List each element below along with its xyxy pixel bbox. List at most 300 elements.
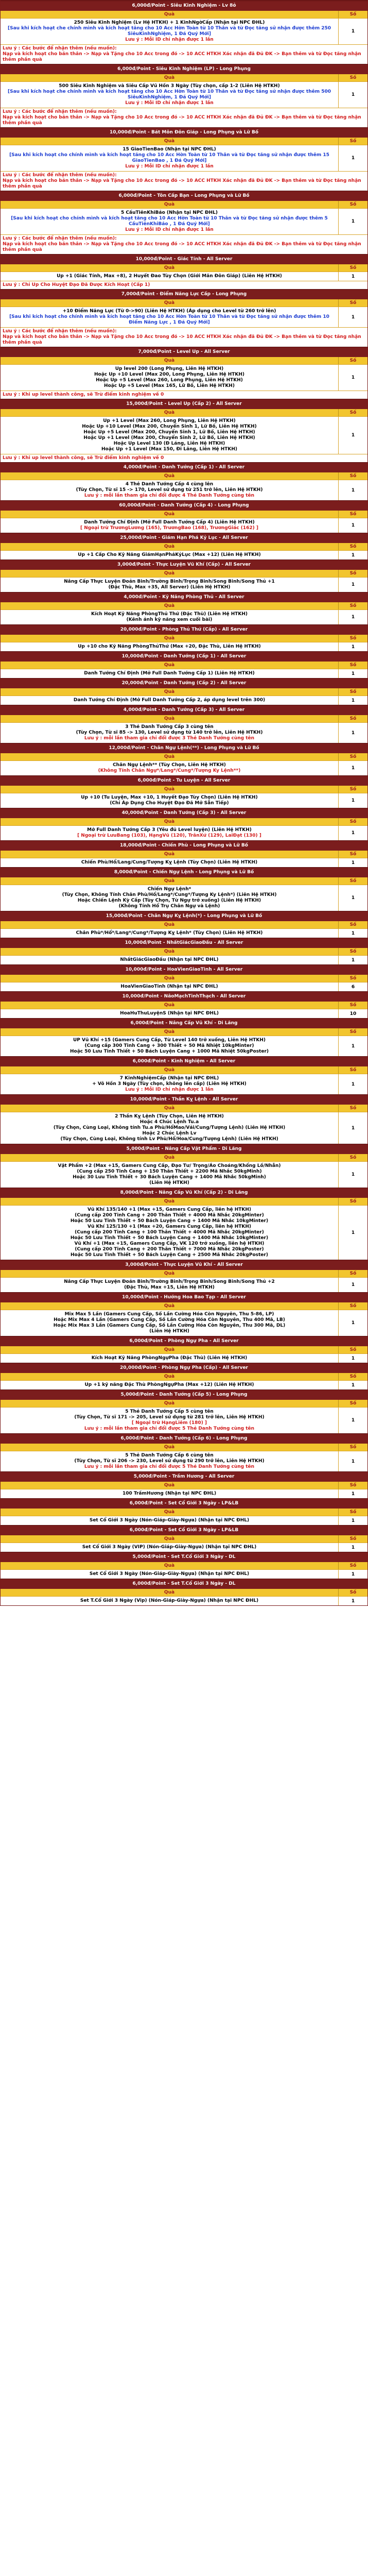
column-header [1, 818, 367, 825]
count-column-label: Số [349, 410, 357, 415]
reward-count: 1 [351, 895, 355, 901]
reward-section [1, 1552, 367, 1579]
section-title: 15,000đ/Point - Chân Ngự Kỵ Lệnh(*) - Long Phụng và Lữ Bố [1, 911, 367, 921]
reward-row [1, 1596, 367, 1605]
reward-section [1, 867, 367, 911]
reward-line: 5 Thẻ Danh Tướng Cấp 5 cùng tên [125, 1409, 214, 1414]
reward-line: Vũ Khí +1 (Max +15, Gamers Cung Cấp, VK 120 trở xuống, liên hệ HTKH) [74, 1241, 265, 1246]
reward-description [1, 1206, 339, 1260]
count-column-label: Số [349, 1303, 357, 1309]
reward-line: Kích Hoạt Kỹ Năng PhòngNgựPha (Đặc Thù) (Liên Hệ HTKH) [91, 1355, 248, 1361]
reward-description [1, 1074, 339, 1094]
reward-section [1, 592, 367, 624]
column-header [1, 1002, 367, 1009]
reward-line: Hoặc Up +5 Level (Max 200, Chuyển Sinh 1, Lữ Bố, Liên Hệ HTKH) [83, 430, 255, 435]
reward-section [1, 1363, 367, 1389]
count-column-label: Số [349, 1590, 357, 1595]
reward-line: 3 Thẻ Danh Tướng Cấp 3 cùng tên [125, 724, 214, 730]
reward-count: 1 [351, 1418, 355, 1423]
reward-line: Nâng Cấp Thực Luyện Đoản Binh/Trường Binh/Trọng Binh/Song Binh/Song Thủ +1 [64, 579, 275, 584]
column-header [1, 877, 367, 885]
count-column-label: Số [349, 1347, 357, 1352]
reward-line: [Sau khi kích hoạt che chính mình và kích hoạt tăng cho 10 Acc Hờn Toàn từ 10 Thân và từ Đọc tăng sử nhận được thêm 500 SiêuKinhNghiệm, 1 Đá Quý Mới] [7, 89, 331, 100]
reward-line: Chiến Ngự Lệnh* [147, 887, 191, 892]
reward-row [1, 928, 367, 938]
reward-section [1, 808, 367, 840]
reward-row [1, 609, 367, 624]
reward-section [1, 289, 367, 347]
quest-column-label: Quà [1, 1562, 339, 1569]
reward-row [1, 982, 367, 991]
reward-count: 1 [351, 1172, 355, 1177]
reward-description [1, 1516, 339, 1525]
section-title: 60,000đ/Point - Danh Tướng (Cấp 4) - Long Phụng [1, 500, 367, 511]
reward-row [1, 145, 367, 171]
reward-description [1, 1381, 339, 1389]
reward-line: (Tùy Chọn, Không Tính Chân Phù/Hổ/Lang*/Cung*/Tượng Ky Lệnh*) (Liên Hệ HTKH) [62, 892, 277, 897]
reward-count: 6 [351, 984, 355, 990]
reward-line: Vũ Khí 125/130 +1 (Max +20, Gamers Cung Cấp, liên hệ HTKH) [87, 1224, 252, 1229]
reward-description [1, 858, 339, 867]
reward-line: Chân Phù*/Hổ*/Lang*/Cung*/Tượng Kỵ Lệnh* (Tùy Chọn) (Liên Hệ HTKH) [76, 930, 263, 936]
reward-count: 1 [351, 1571, 355, 1577]
reward-section [1, 1056, 367, 1094]
reward-line: 100 TrầmHương (Nhận tại NPC ĐHL) [122, 1491, 217, 1496]
reward-count: 1 [351, 1518, 355, 1523]
section-title: 40,000đ/Point - Danh Tướng (Cấp 3) - All Server [1, 808, 367, 818]
reward-section [1, 1336, 367, 1363]
count-column-label: Số [349, 1003, 357, 1008]
reward-line: +10 Điểm Năng Lực (Từ 0->90) (Liên Hệ HTKH) (Áp dụng cho Level từ 260 trở lên) [62, 309, 276, 314]
section-title: 6,000đ/Point - Set T.Cổ Giới 3 Ngày - DL [1, 1579, 367, 1589]
reward-count: 1 [351, 798, 355, 803]
reward-line: Set Cổ Giới 3 Ngày (Nón-Giáp-Giày-Ngựa) (Nhận tại NPC ĐHL) [89, 1518, 250, 1523]
reward-row [1, 825, 367, 840]
section-note: Lưu ý : Các bước để nhận thêm (nếu muốn): Nạp và kích hoạt cho bản thân -> Nạp và Tặng cho 10 Acc trong đó -> 10 ACC HTKH Xác nhận đã Đủ ĐK -> Bạn thêm và từ Đọc tăng nhận thêm phần quà [1, 108, 367, 127]
column-header [1, 921, 367, 928]
quest-column-label: Quà [1, 11, 339, 18]
quest-column-label: Quà [1, 201, 339, 208]
reward-row [1, 1310, 367, 1336]
count-column-label: Số [349, 1271, 357, 1276]
count-column-label: Số [349, 12, 357, 17]
reward-line: (Tùy Chọn, Từ sĩ 85 -> 130, Level sử dụng từ 140 trở lên, Liên Hệ HTKH) [76, 730, 263, 735]
reward-line: (Tùy Chọn, Từ sĩ 15 -> 170, Level sử dụng từ 251 trở lên, Liên Hệ HTKH) [76, 487, 263, 493]
reward-description [1, 145, 339, 171]
column-header [1, 851, 367, 858]
reward-section [1, 1, 367, 64]
reward-section [1, 775, 367, 808]
reward-row [1, 1451, 367, 1471]
reward-count: 1 [351, 930, 355, 936]
section-note: Lưu ý : Các bước để nhận thêm (nếu muốn): Nạp và kích hoạt cho bản thân -> Nạp và Tặng cho 10 Acc trong đó -> 10 ACC HTKH Xác nhận đã Đủ ĐK -> Bạn thêm và từ Đọc tăng nhận thêm phần quà [1, 171, 367, 191]
reward-line: (Cung cấp 200 Tinh Cang + 200 Thân Thiết + 7000 Mã Nhắc 20kgPoster) [75, 1247, 264, 1252]
reward-line: Hoặc Mix Max 3 Lần (Gamers Cung Cấp, Số Lần Cường Hóa Còn Nguyên, Thu 300 Mã, DL) [53, 1323, 286, 1328]
column-header [1, 786, 367, 793]
column-header [1, 1346, 367, 1353]
reward-line: 5 Thẻ Danh Tướng Cấp 6 cùng tên [125, 1453, 214, 1458]
reward-line: (Tùy Chọn, Từ sĩ 206 -> 230, Level sử dụng từ 290 trở lên, Liên Hệ HTKH) [74, 1459, 265, 1464]
quest-column-label: Quà [1, 1066, 339, 1074]
section-title: 5,000đ/Point - Set T.Cổ Giới 3 Ngày - DL [1, 1552, 367, 1562]
quest-column-label: Quà [1, 1105, 339, 1112]
quest-column-label: Quà [1, 409, 339, 416]
count-column-label: Số [349, 544, 357, 549]
reward-count: 1 [351, 29, 355, 34]
reward-description [1, 723, 339, 743]
reward-line: Up level 200 (Long Phụng, Liên Hệ HTKH) [115, 366, 224, 371]
reward-line: Mix Max 5 Lần (Gamers Cung Cấp, Số Lần Cường Hóa Còn Nguyên, Thu 5-86, LP) [64, 1312, 274, 1317]
reward-row [1, 272, 367, 281]
reward-row [1, 1407, 367, 1433]
reward-row [1, 1009, 367, 1018]
reward-row [1, 722, 367, 743]
count-column-label: Số [349, 1563, 357, 1568]
reward-count: 1 [351, 730, 355, 736]
section-title: 10,000đ/Point - NâoMạchTinhThạch - All Server [1, 991, 367, 1002]
reward-description [1, 826, 339, 840]
column-header [1, 543, 367, 550]
reward-line: Lưu ý : Mỗi ID chỉ nhận được 1 lần [125, 1087, 214, 1092]
section-title: 6,000đ/Point - Siêu Kinh Nghiệm (LP) - Long Phụng [1, 64, 367, 74]
reward-count: 1 [351, 1282, 355, 1287]
reward-description [1, 1162, 339, 1188]
reward-count: 10 [349, 1011, 357, 1016]
count-column-label: Số [349, 473, 357, 479]
section-title: 15,000đ/Point - Level Up (Cấp 2) - All Server [1, 399, 367, 409]
reward-line: Lưu ý : Mỗi ID chỉ nhận được 1 lần [125, 37, 214, 42]
quest-column-label: Quà [1, 1028, 339, 1036]
column-header [1, 1562, 367, 1569]
column-header [1, 602, 367, 609]
section-title: 4,000đ/Point - Danh Tướng (Cấp 3) - All Server [1, 705, 367, 715]
reward-count: 1 [351, 375, 355, 380]
reward-description [1, 1489, 339, 1498]
reward-line: (Tùy Chọn, Cùng Loại, Không tính Tu.a Phù/HổMao/Vải/Cung/Tượng Lệnh) (Liên Hệ HTKH) [53, 1125, 286, 1130]
reward-line: Mở Full Danh Tướng Cấp 3 (Yêu đủ Level luyện) (Liên Hệ HTKH) [87, 827, 252, 833]
section-title: 6,000đ/Point - Tôn Cấp Bạn - Long Phụng và Lữ Bố [1, 191, 367, 201]
count-column-label: Số [349, 716, 357, 721]
section-title: 5,000đ/Point - Trầm Hương - All Server [1, 1471, 367, 1482]
reward-line: (Không Tính Chân Ngự*/Lang*/Cung*/Tượng Ky Lệnh**) [98, 768, 241, 773]
section-title: 6,000đ/Point - Danh Tướng (Cấp 6) - Long Phụng [1, 1433, 367, 1444]
quest-column-label: Quà [1, 715, 339, 722]
column-header [1, 138, 367, 145]
reward-row [1, 1277, 367, 1292]
reward-description [1, 669, 339, 678]
section-title: 20,000đ/Point - Phòng Thủ Thứ (Cấp) - All Server [1, 624, 367, 635]
reward-section [1, 191, 367, 254]
reward-line: Hoặc Up +10 Level (Max 200, Long Phụng, Liên Hệ HTKH) [94, 372, 245, 377]
reward-description [1, 1036, 339, 1056]
reward-line: Hoặc 30 Lưu Tinh Thiết + 30 Bách Luyện Cang + 1400 Mã Nhắc 50kgMinh) [73, 1175, 266, 1180]
reward-section [1, 1389, 367, 1433]
reward-description [1, 642, 339, 651]
count-column-label: Số [349, 1106, 357, 1111]
count-column-label: Số [349, 1155, 357, 1160]
reward-line: Set T.Cổ Giới 3 Ngày (Vip) (Nón-Giáp-Giày-Ngựa) (Nhận tại NPC ĐHL) [80, 1598, 259, 1603]
section-title: 8,000đ/Point - Nâng Cấp Vũ Khí (Cấp 2) - Di Lăng [1, 1188, 367, 1198]
reward-section [1, 1018, 367, 1056]
count-column-label: Số [349, 300, 357, 306]
column-header [1, 201, 367, 208]
reward-row [1, 1516, 367, 1525]
reward-section [1, 500, 367, 533]
reward-section [1, 1579, 367, 1605]
reward-line: Lưu ý : Mỗi ID chỉ nhận được 1 lần [125, 227, 214, 232]
reward-row [1, 793, 367, 808]
column-header [1, 1400, 367, 1407]
reward-count: 1 [351, 1598, 355, 1604]
quest-column-label: Quà [1, 948, 339, 955]
quest-column-label: Quà [1, 1270, 339, 1277]
reward-count: 1 [351, 433, 355, 438]
reward-count: 1 [351, 644, 355, 650]
reward-line: Chiến Phù/Hổ/Lang/Cung/Tượng Kỵ Lệnh (Tùy Chọn) (Liên Hệ HTKH) [81, 860, 258, 865]
count-column-label: Số [349, 202, 357, 207]
section-title: 3,000đ/Point - Thực Luyện Vũ Khí (Cấp) - All Server [1, 560, 367, 570]
reward-count: 1 [351, 1545, 355, 1550]
reward-line: 4 Thẻ Danh Tướng Cấp 4 cùng lên [125, 482, 214, 487]
count-column-label: Số [349, 1199, 357, 1204]
section-title: 10,000đ/Point - Danh Tướng (Cấp 1) - All Server [1, 651, 367, 662]
reward-row [1, 1036, 367, 1056]
reward-count: 1 [351, 219, 355, 224]
reward-line: Lưu ý : mỗi lần tham gia chỉ đổi được 5 Thẻ Danh Tướng cùng tên [84, 1426, 255, 1431]
reward-description [1, 209, 339, 234]
column-header [1, 753, 367, 760]
reward-line: (Chỉ Áp Dụng Cho Huyệt Đạo Đã Mở Sẵn Tiếp) [110, 801, 229, 806]
reward-description [1, 610, 339, 624]
reward-count: 1 [351, 1459, 355, 1464]
reward-section [1, 347, 367, 399]
reward-count: 1 [351, 766, 355, 771]
reward-section [1, 964, 367, 991]
reward-line: Hoặc 4 Chúc Lệnh Tu.a [139, 1120, 199, 1125]
reward-row [1, 550, 367, 560]
quest-column-label: Quà [1, 543, 339, 550]
reward-section [1, 1525, 367, 1552]
reward-row [1, 18, 367, 44]
quest-column-label: Quà [1, 877, 339, 885]
reward-line: Hoặc Chiến Lệnh Kỳ Cấp (Tùy Chọn, Từ Ngự trở xuống) (Liên Hệ HTKH) [77, 898, 261, 903]
reward-line: (Cung cấp 300 Tinh Cang + 300 Thiết + 50 Mã Nhiệt 10kgMinter) [84, 1043, 254, 1048]
reward-section [1, 678, 367, 705]
reward-count: 1 [351, 314, 355, 320]
reward-section [1, 254, 367, 289]
reward-line: Lưu ý : mỗi lần tham gia chỉ đổi được 4 Thẻ Danh Tướng cùng tên [84, 493, 255, 498]
reward-row [1, 307, 367, 327]
reward-line: 15 GiaoTienBao (Nhận tại NPC ĐHL) [122, 147, 216, 152]
reward-description [1, 761, 339, 775]
column-header [1, 11, 367, 18]
reward-line: Up +1 kỹ năng Đặc Thù PhòngNgựPha (Max +12) (Liên Hệ HTKH) [84, 1382, 254, 1387]
reward-row [1, 885, 367, 911]
section-title: 10,000đ/Point - Bát Môn Đôn Giáp - Long Phụng và Lữ Bố [1, 127, 367, 138]
reward-count: 1 [351, 698, 355, 703]
count-column-label: Số [349, 878, 357, 884]
quest-column-label: Quà [1, 1198, 339, 1205]
reward-row [1, 1380, 367, 1389]
count-column-label: Số [349, 1401, 357, 1406]
quest-column-label: Quà [1, 74, 339, 81]
reward-section [1, 64, 367, 127]
column-header [1, 1535, 367, 1543]
section-title: 20,000đ/Point - Danh Tướng (Cấp 2) - All Server [1, 678, 367, 688]
reward-line: Vật Phẩm +2 (Max +15, Gamers Cung Cấp, Đạo Tư/ Trọng/Áo Choáng/Khổng Lồ/Nhẫn) [58, 1163, 281, 1168]
quest-column-label: Quà [1, 602, 339, 609]
quest-column-label: Quà [1, 851, 339, 858]
column-header [1, 635, 367, 642]
reward-line: Up +10 (Tu Luyện, Max +10, 1 Huyết Đạo Tùy Chọn) (Liên Hệ HTKH) [81, 795, 258, 800]
column-header [1, 74, 367, 81]
quest-column-label: Quà [1, 921, 339, 928]
reward-count: 1 [351, 615, 355, 620]
section-title: 10,000đ/Point - HoaVienGiaoTinh - All Server [1, 964, 367, 975]
reward-section [1, 127, 367, 191]
quest-column-label: Quà [1, 264, 339, 272]
reward-count: 1 [351, 523, 355, 528]
reward-count: 1 [351, 1230, 355, 1235]
reward-count: 1 [351, 860, 355, 866]
column-header [1, 264, 367, 272]
reward-line: Hoặc Up +5 Level (Max 165, Lữ Bố, Liên Hệ HTKH) [104, 383, 235, 388]
reward-description [1, 551, 339, 560]
reward-line: Hoặc 50 Lưu Tinh Thiết + 50 Bách Luyện Cang + 1000 Mã Nhiệt 50kgPoster) [69, 1049, 269, 1054]
reward-row [1, 364, 367, 391]
count-column-label: Số [349, 689, 357, 694]
reward-section [1, 938, 367, 964]
section-note: Lưu ý : Các bước để nhận thêm (nếu muốn): Nạp và kích hoạt cho bản thân -> Nạp và Tặng cho 10 Acc trong đó -> 10 ACC HTKH Xác nhận đã Đủ ĐK -> Bạn thêm và từ Đọc tăng nhận thêm phần quà [1, 234, 367, 254]
quest-column-label: Quà [1, 1509, 339, 1516]
reward-count: 1 [351, 582, 355, 587]
reward-line: Chân Ngự Lệnh** (Tùy Chọn, Liên Hệ HTKH) [113, 762, 226, 768]
reward-description [1, 1112, 339, 1144]
reward-row [1, 955, 367, 964]
count-column-label: Số [349, 1483, 357, 1488]
reward-count: 1 [351, 1355, 355, 1361]
reward-description [1, 82, 339, 108]
section-title: 6,000đ/Point - Set Cổ Giới 3 Ngày - LP&LB [1, 1525, 367, 1535]
reward-line: Hoặc Up +10 Level (Max 200, Chuyển Sinh 1, Lữ Bố, Liên Hệ HTKH) [82, 424, 257, 429]
section-note: Lưu ý : Khi up level thành công, sẽ Trừ điểm kinh nghiệm về 0 [1, 391, 367, 399]
reward-line: [ Ngoại trừ LưuBang (103), HạngVũ (120), TrânXứ (129), LaiĐạt (130) ] [77, 833, 261, 838]
reward-row [1, 1074, 367, 1094]
reward-line: + Vô Hồn 3 Ngày (Tùy chọn, không lên cấp) (Liên Hệ HTKH) [92, 1081, 247, 1087]
count-column-label: Số [349, 571, 357, 576]
reward-line: Danh Tướng Chí Định (Mở Full Danh Tướng Cấp 2, áp dụng level trên 300) [73, 698, 266, 703]
quest-column-label: Quà [1, 1400, 339, 1407]
reward-line: Hoặc Mix Max 4 Lần (Gamers Cung Cấp, Số Lần Cường Hóa Còn Nguyên, Thu 400 Mã, LB) [54, 1317, 285, 1323]
section-title: 5,000đ/Point - Nâng Cấp Vật Phẩm - Di Lăng [1, 1144, 367, 1154]
quest-column-label: Quà [1, 1535, 339, 1543]
reward-line: [Sau khi kích hoạt cho chính mình và kích hoạt tăng cho 10 Acc Hờn Toàn từ 10 Thân và từ Đọc tăng sử nhận được thêm 10 Điểm Năng Lực , 1 Đá Quý Mới] [9, 314, 329, 325]
reward-line: Set Cổ Giới 3 Ngày (Nón-Giáp-Giày-Ngựa) (Nhận tại NPC ĐHL) [89, 1571, 250, 1577]
reward-description [1, 885, 339, 911]
reward-section [1, 462, 367, 500]
section-title: 10,000đ/Point - Hướng Hoa Bao Tạp - All Server [1, 1292, 367, 1302]
section-note: Lưu ý : Khi up level thành công, sẽ Trừ điểm kinh nghiệm về 0 [1, 454, 367, 462]
count-column-label: Số [349, 139, 357, 144]
reward-count: 1 [351, 156, 355, 161]
count-column-label: Số [349, 1445, 357, 1450]
reward-row [1, 1205, 367, 1260]
reward-description [1, 417, 339, 454]
reward-description [1, 929, 339, 938]
reward-line: Up +1 Level (Max 260, Long Phụng, Liên Hệ HTKH) [103, 418, 236, 423]
reward-section [1, 1260, 367, 1292]
count-column-label: Số [349, 358, 357, 363]
quest-column-label: Quà [1, 1589, 339, 1596]
reward-section [1, 624, 367, 651]
reward-count: 1 [351, 1125, 355, 1131]
column-header [1, 1066, 367, 1074]
section-title: 7,000đ/Point - Level Up - All Server [1, 347, 367, 357]
section-title: 6,000đ/Point - Nâng Cấp Vũ Khí - Di Lăng [1, 1018, 367, 1028]
reward-count: 1 [351, 1320, 355, 1326]
reward-count: 1 [351, 274, 355, 279]
count-column-label: Số [349, 852, 357, 857]
count-column-label: Số [349, 787, 357, 792]
reward-description [1, 365, 339, 391]
reward-line: NhấtGiácGiaoĐấu (Nhận tại NPC ĐHL) [120, 957, 219, 962]
quest-column-label: Quà [1, 299, 339, 307]
reward-line: UP Vũ Khí +15 (Gamers Cung Cấp, Từ Level 140 trở xuống, Liên Hệ HTKH) [73, 1038, 266, 1043]
reward-count: 1 [351, 552, 355, 558]
reward-description [1, 272, 339, 281]
reward-description [1, 793, 339, 808]
section-note: Lưu ý : Các bước để nhận thêm (nếu muốn): Nạp và kích hoạt cho bản thân -> Nạp và Tặng cho 10 Acc trong đó -> 10 ACC HTKH Xác nhận đã Đủ ĐK -> Bạn thêm và từ Đọc tăng nhận thêm phần quà [1, 327, 367, 347]
reward-section [1, 1144, 367, 1188]
count-column-label: Số [349, 754, 357, 759]
reward-row [1, 642, 367, 651]
reward-count: 1 [351, 671, 355, 676]
reward-line: Hoặc Up +5 Level (Max 260, Long Phụng, Liên Hệ HTKH) [96, 378, 243, 383]
reward-line: (Tùy Chọn, Từ sĩ 171 -> 205, Level sử dụng từ 281 trở lên, Liên Hệ HTKH) [74, 1415, 265, 1420]
reward-row [1, 480, 367, 500]
reward-line: Hoặc 2 Chúc Lệnh Lv [142, 1131, 197, 1136]
quest-column-label: Quà [1, 786, 339, 793]
reward-line: Up +1 Cấp Cho Kỹ Năng GiámHạnPhảKỷLục (Max +12) (Liên Hệ HTKH) [78, 552, 261, 557]
reward-section [1, 399, 367, 462]
column-header [1, 715, 367, 722]
reward-description [1, 518, 339, 533]
reward-line: 250 Siêu Kinh Nghiệm (Lv Hệ HTKH) + 1 KinhNgờCấp (Nhận tại NPC ĐHL) [74, 20, 265, 25]
reward-description [1, 19, 339, 44]
reward-section [1, 1498, 367, 1525]
count-column-label: Số [349, 512, 357, 517]
column-header [1, 975, 367, 982]
reward-count: 1 [351, 831, 355, 836]
column-header [1, 511, 367, 518]
reward-row [1, 1543, 367, 1552]
section-title: 10,000đ/Point - Giác Tính - All Server [1, 254, 367, 264]
reward-section [1, 1471, 367, 1498]
count-column-label: Số [349, 1029, 357, 1035]
reward-line: Nâng Cấp Thực Luyện Đoản Binh/Trường Binh/Trọng Binh/Song Binh/Song Thủ +2 [64, 1279, 275, 1284]
section-title: 6,000đ/Point - Tu Luyện - All Server [1, 775, 367, 786]
section-title: 18,000đ/Point - Chiến Phù - Long Phụng và Lữ Bố [1, 840, 367, 851]
reward-line: (Liên Hệ HTKH) [149, 1180, 189, 1185]
column-header [1, 688, 367, 696]
count-column-label: Số [349, 1536, 357, 1541]
quest-column-label: Quà [1, 1373, 339, 1380]
reward-line: Hoặc Up +1 Level (Max 150, Đi Lăng, Liên Hệ HTKH) [101, 447, 238, 452]
reward-line: (Đặc Thù, Max +15, Liên Hệ HTKH) [124, 1285, 215, 1290]
quest-column-label: Quà [1, 1346, 339, 1353]
column-header [1, 1270, 367, 1277]
section-title: 4,000đ/Point - Danh Tướng (Cấp 1) - All Server [1, 462, 367, 472]
